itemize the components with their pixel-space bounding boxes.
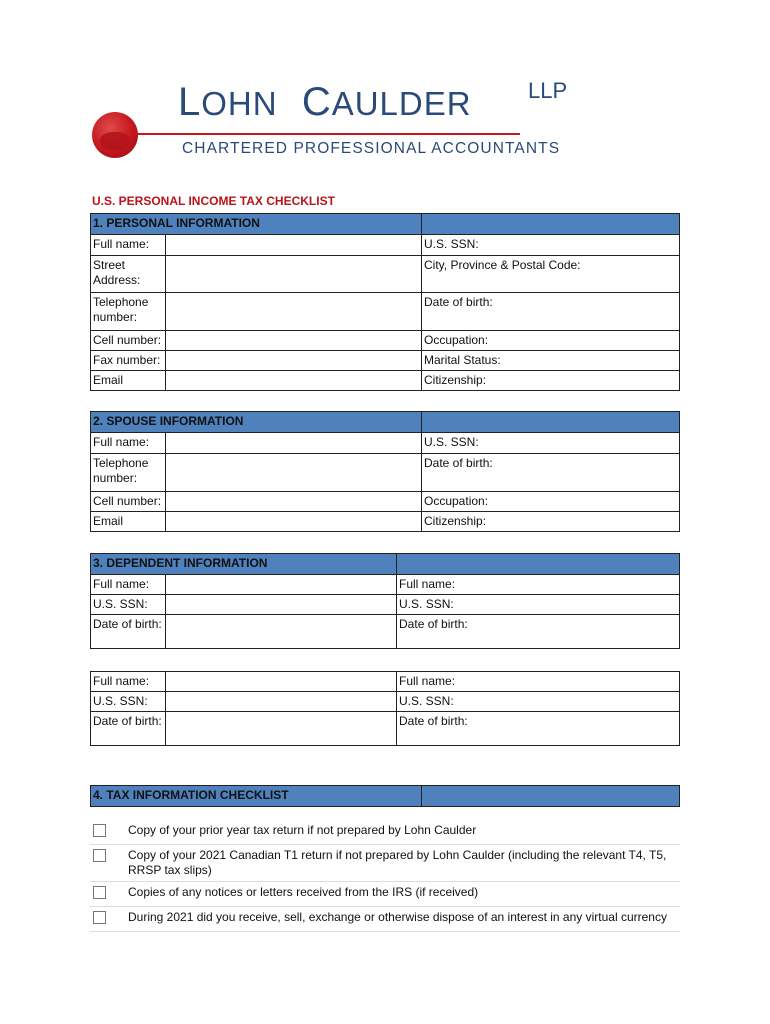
dependent-4-ssn-field[interactable] [397, 692, 680, 712]
checklist-item-text: Copy of your 2021 Canadian T1 return if not prepared by Lohn Caulder (including the relevant T4, T5, RRSP tax slips) [126, 845, 680, 882]
dependent-1-full-name-label: Full name: [91, 575, 166, 595]
dependent-2-ssn-label: U.S. SSN: [399, 597, 454, 611]
spouse-dob-field[interactable] [422, 454, 680, 492]
spouse-email-label: Email [91, 512, 166, 532]
citizenship-field[interactable] [422, 371, 680, 391]
ssn-label: U.S. SSN: [424, 237, 479, 251]
personal-info-header: 1. PERSONAL INFORMATION [91, 214, 422, 235]
city-field[interactable] [422, 256, 680, 293]
logo-rule [132, 133, 520, 135]
checklist-item [90, 882, 680, 907]
checklist-header: 4. TAX INFORMATION CHECKLIST [91, 786, 422, 807]
dependent-3-ssn-label: U.S. SSN: [91, 692, 166, 712]
personal-info-table [90, 213, 680, 391]
company-logo [92, 78, 592, 168]
checklist-checkbox-3[interactable] [93, 886, 106, 899]
spouse-full-name-label: Full name: [91, 433, 166, 454]
dependent-1-ssn-label: U.S. SSN: [91, 595, 166, 615]
document-title: U.S. PERSONAL INCOME TAX CHECKLIST [92, 194, 335, 208]
dependent-info-table-2 [90, 671, 680, 746]
checklist-item [90, 907, 680, 932]
dependent-4-dob-label: Date of birth: [399, 714, 468, 728]
dependent-1-dob-label: Date of birth: [91, 615, 166, 649]
dob-field[interactable] [422, 293, 680, 331]
dependent-4-dob-field[interactable] [397, 712, 680, 746]
checklist-items [90, 820, 680, 932]
spouse-cell-field[interactable] [166, 492, 422, 512]
spouse-occupation-field[interactable] [422, 492, 680, 512]
spouse-occupation-label: Occupation: [424, 494, 489, 508]
dependent-info-table-1 [90, 553, 680, 649]
checklist-item-text: Copies of any notices or letters received from the IRS (if received) [126, 882, 680, 907]
spouse-citizenship-field[interactable] [422, 512, 680, 532]
logo-emblem [92, 112, 138, 158]
dependent-2-ssn-field[interactable] [397, 595, 680, 615]
spouse-telephone-field[interactable] [166, 454, 422, 492]
spouse-dob-label: Date of birth: [424, 456, 493, 470]
spouse-ssn-label: U.S. SSN: [424, 435, 479, 449]
section-header [91, 214, 680, 235]
dependent-1-ssn-field[interactable] [166, 595, 397, 615]
spouse-info-table [90, 411, 680, 532]
checklist-checkbox-1[interactable] [93, 824, 106, 837]
spouse-full-name-field[interactable] [166, 433, 422, 454]
dependent-1-full-name-field[interactable] [166, 575, 397, 595]
marital-status-label: Marital Status: [424, 353, 501, 367]
dependent-3-dob-label: Date of birth: [91, 712, 166, 746]
dependent-2-dob-field[interactable] [397, 615, 680, 649]
dependent-1-dob-field[interactable] [166, 615, 397, 649]
spouse-ssn-field[interactable] [422, 433, 680, 454]
checklist-checkbox-4[interactable] [93, 911, 106, 924]
citizenship-label: Citizenship: [424, 373, 487, 387]
dependent-3-full-name-label: Full name: [91, 672, 166, 692]
full-name-field[interactable] [166, 235, 422, 256]
dependent-3-dob-field[interactable] [166, 712, 397, 746]
logo-llp: LLP [528, 78, 568, 103]
spouse-email-field[interactable] [166, 512, 422, 532]
checklist-item-text: Copy of your prior year tax return if not prepared by Lohn Caulder [126, 820, 680, 845]
spouse-citizenship-label: Citizenship: [424, 514, 487, 528]
marital-status-field[interactable] [422, 351, 680, 371]
city-label: City, Province & Postal Code: [424, 258, 581, 272]
ssn-field[interactable] [422, 235, 680, 256]
dependent-4-ssn-label: U.S. SSN: [399, 694, 454, 708]
occupation-field[interactable] [422, 331, 680, 351]
fax-label: Fax number: [91, 351, 166, 371]
dob-label: Date of birth: [424, 295, 493, 309]
checklist-item [90, 845, 680, 882]
checklist-header-table [90, 785, 680, 807]
dependent-info-header: 3. DEPENDENT INFORMATION [91, 554, 397, 575]
checklist-checkbox-2[interactable] [93, 849, 106, 862]
dependent-4-full-name-label: Full name: [399, 674, 456, 688]
dependent-2-full-name-field[interactable] [397, 575, 680, 595]
dependent-2-dob-label: Date of birth: [399, 617, 468, 631]
logo-subtitle: CHARTERED PROFESSIONAL ACCOUNTANTS [182, 140, 561, 157]
telephone-label: Telephone number: [91, 293, 166, 331]
dependent-2-full-name-label: Full name: [399, 577, 456, 591]
dependent-4-full-name-field[interactable] [397, 672, 680, 692]
dependent-3-ssn-field[interactable] [166, 692, 397, 712]
full-name-label: Full name: [91, 235, 166, 256]
fax-field[interactable] [166, 351, 422, 371]
cell-label: Cell number: [91, 331, 166, 351]
checklist-item [90, 820, 680, 845]
street-address-field[interactable] [166, 256, 422, 293]
checklist-item-text: During 2021 did you receive, sell, exchange or otherwise dispose of an interest in any virtual currency [126, 907, 680, 932]
cell-field[interactable] [166, 331, 422, 351]
telephone-field[interactable] [166, 293, 422, 331]
logo-name: LOHN CAULDER [178, 80, 472, 124]
spouse-info-header: 2. SPOUSE INFORMATION [91, 412, 422, 433]
occupation-label: Occupation: [424, 333, 489, 347]
street-address-label: Street Address: [91, 256, 166, 293]
spouse-telephone-label: Telephone number: [91, 454, 166, 492]
dependent-3-full-name-field[interactable] [166, 672, 397, 692]
spouse-cell-label: Cell number: [91, 492, 166, 512]
email-label: Email [91, 371, 166, 391]
email-field[interactable] [166, 371, 422, 391]
